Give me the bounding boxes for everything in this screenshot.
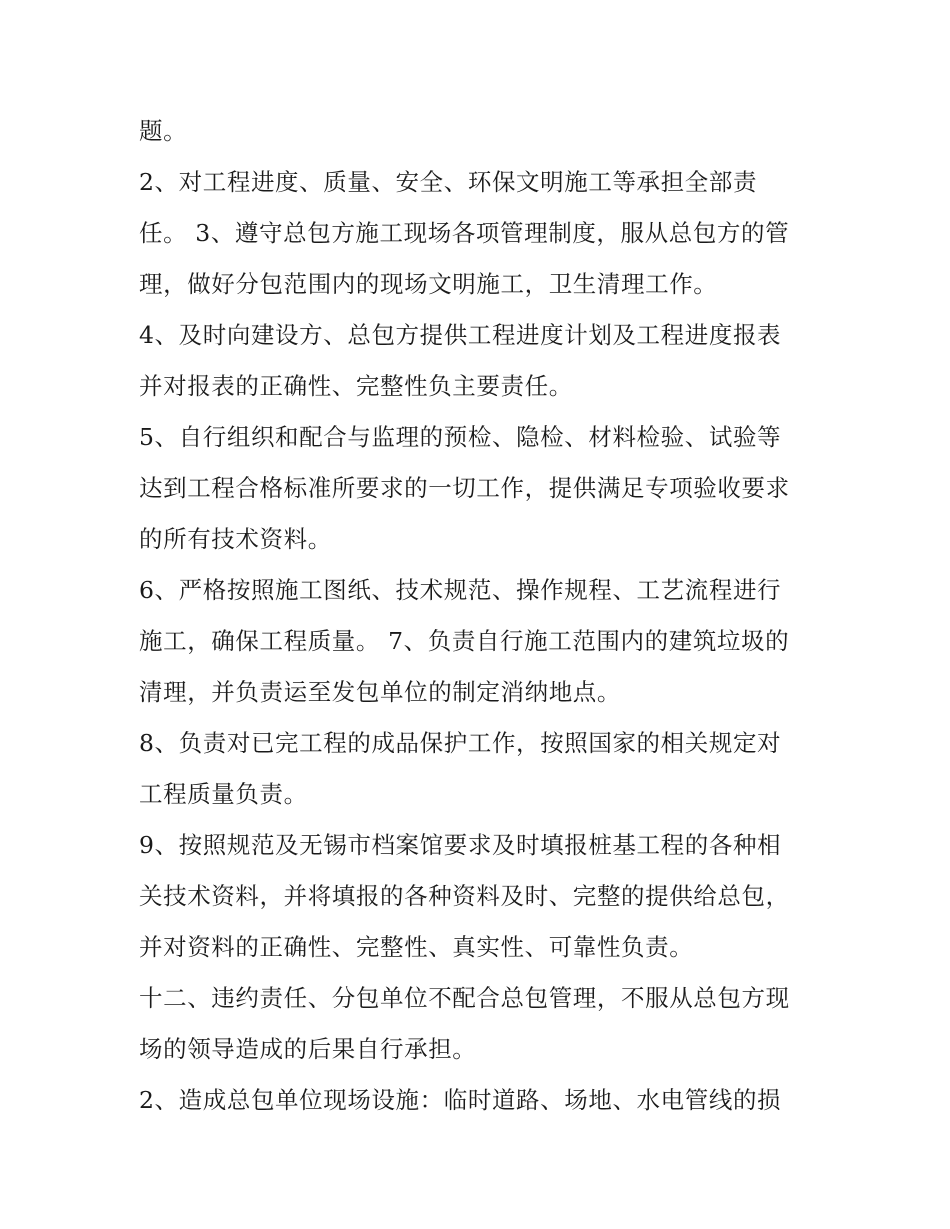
text-line: 的所有技术资料。	[139, 525, 332, 553]
document-body	[139, 106, 829, 1126]
text-line: 题。	[139, 117, 188, 145]
text-line: 场的领导造成的后果自行承担。	[139, 1035, 477, 1063]
text-line: 施工，确保工程质量。 7、负责自行施工范围内的建筑垃圾的	[139, 627, 790, 655]
text-line: 达到工程合格标准所要求的一切工作，提供满足专项验收要求	[139, 474, 790, 502]
text-line: 并对资料的正确性、完整性、真实性、可靠性负责。	[139, 933, 694, 961]
text-line: 任。 3、遵守总包方施工现场各项管理制度，服从总包方的管	[139, 219, 790, 247]
text-line: 并对报表的正确性、完整性负主要责任。	[139, 372, 573, 400]
text-line: 6、严格按照施工图纸、技术规范、操作规程、工艺流程进行	[139, 576, 782, 604]
text-line: 工程质量负责。	[139, 780, 308, 808]
text-line: 清理，并负责运至发包单位的制定消纳地点。	[139, 678, 621, 706]
text-line: 9、按照规范及无锡市档案馆要求及时填报桩基工程的各种相	[139, 831, 782, 859]
text-line: 理，做好分包范围内的现场文明施工，卫生清理工作。	[139, 270, 718, 298]
text-line: 2、对工程进度、质量、安全、环保文明施工等承担全部责	[139, 168, 758, 196]
text-line: 2、造成总包单位现场设施：临时道路、场地、水电管线的损	[139, 1086, 782, 1114]
text-line: 5、自行组织和配合与监理的预检、隐检、材料检验、试验等	[139, 423, 782, 451]
text-line: 关技术资料，并将填报的各种资料及时、完整的提供给总包，	[139, 882, 790, 910]
text-line: 4、及时向建设方、总包方提供工程进度计划及工程进度报表	[139, 321, 782, 349]
text-line: 8、负责对已完工程的成品保护工作，按照国家的相关规定对	[139, 729, 782, 757]
text-line: 十二、违约责任、分包单位不配合总包管理，不服从总包方现	[139, 984, 790, 1012]
